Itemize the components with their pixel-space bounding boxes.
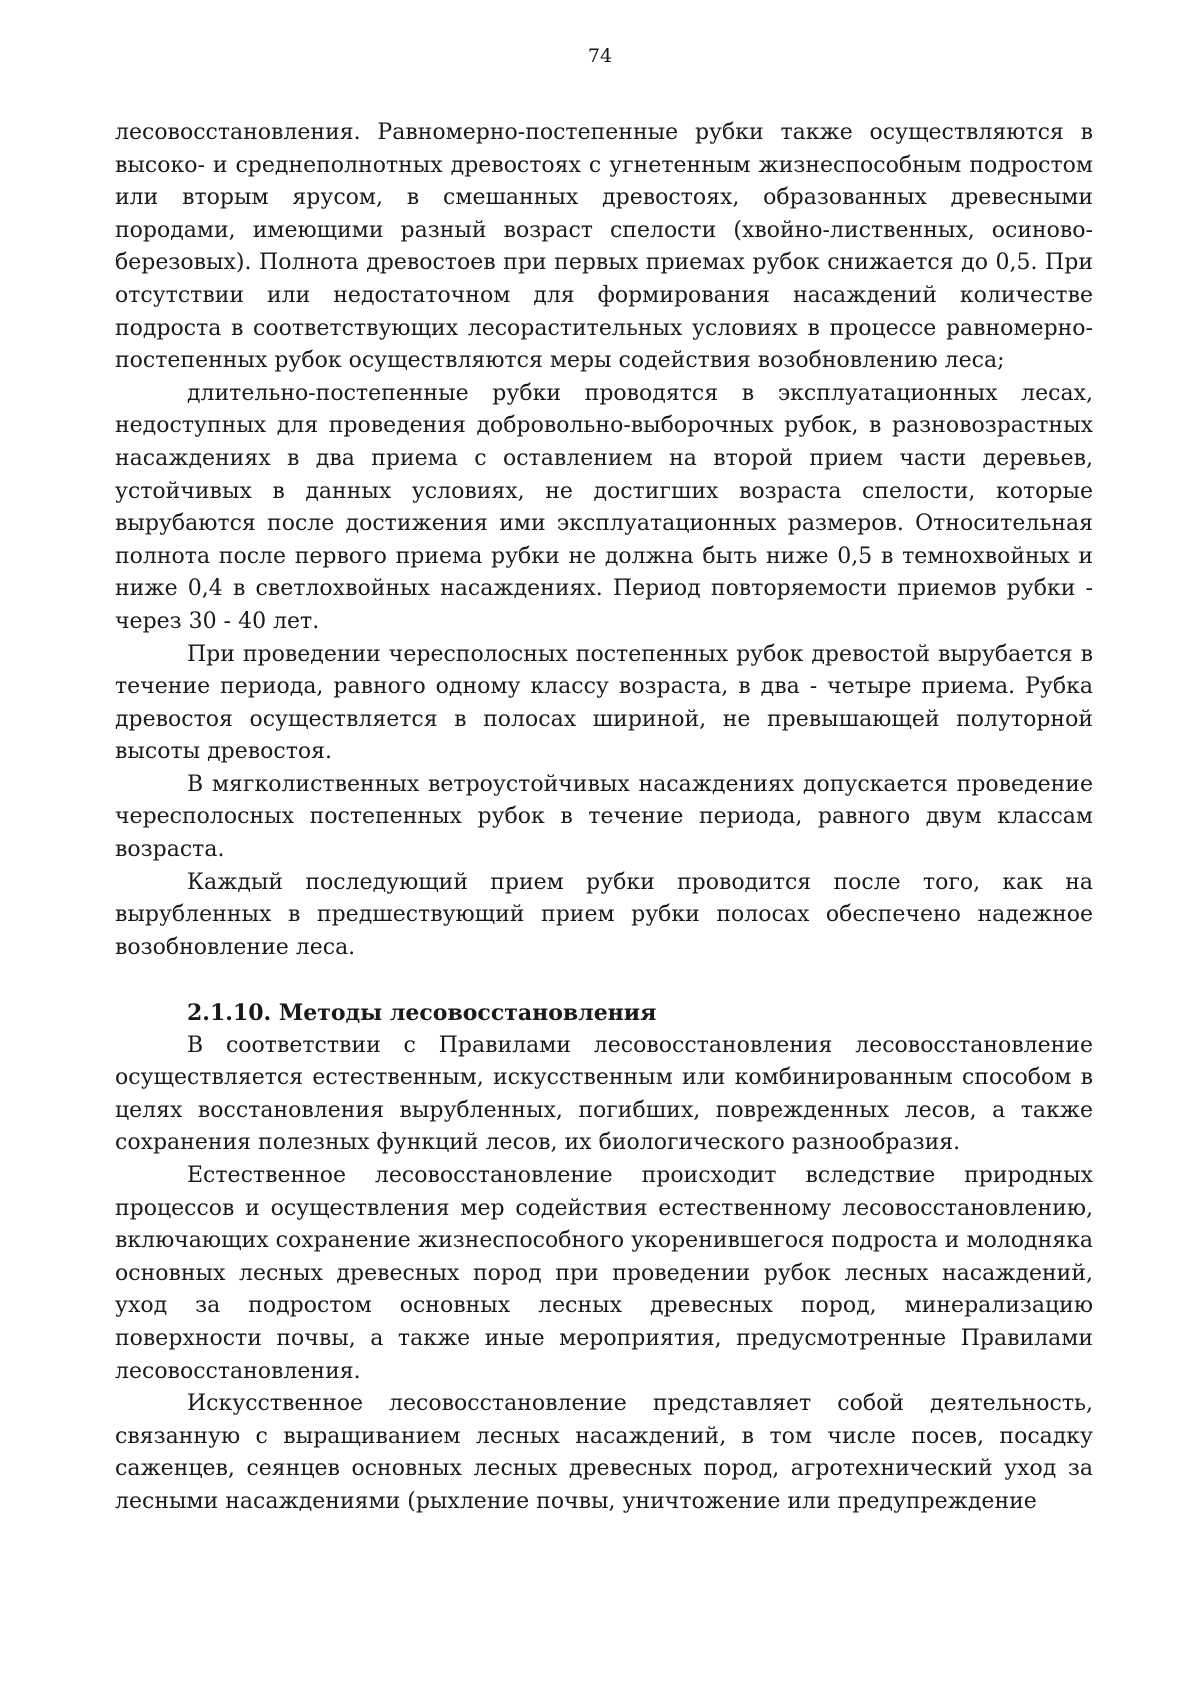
paragraph-continuation: лесовосстановления. Равномерно-постепенные рубки также осуществляются в высоко- и среднеполнотных древостоях с угнетенным жизнеспособным подростом или вторым ярусом, в смешанных древостоях, образованных древесными породами, имеющими разный возраст спелости (хвойно-лиственных, осиново-березовых). Полнота древостоев при первых приемах рубок снижается до 0,5. При отсутствии или недостаточном для формирования насаждений количестве подроста в соответствующих лесорастительных условиях в процессе равномерно-постепенных рубок осуществляются меры содействия возобновлению леса; bbox=[115, 120, 1093, 374]
page-number: 74 bbox=[587, 45, 613, 67]
section-heading: 2.1.10. Методы лесовосстановления bbox=[187, 1000, 657, 1027]
paragraph-artificial-reforestation: Искусственное лесовосстановление представляет собой деятельность, связанную с выращиванием лесных насаждений, в том числе посев, посадку саженцев, сеянцев основных лесных древесных пород, агротехнический уход за лесными насаждениями (рыхление почвы, уничтожение или предупреждение bbox=[115, 1391, 1093, 1514]
paragraph-subsequent-cutting: Каждый последующий прием рубки проводится после того, как на вырубленных в предшествующий прием рубки полосах обеспечено надежное возобновление леса. bbox=[115, 869, 1093, 960]
paragraph-strip-cuttings: При проведении чересполосных постепенных рубок древостой вырубается в течение периода, равного одному классу возраста, в два - четыре приема. Рубка древостоя осуществляется в полосах шириной, не превышающей полуторной высоты древостоя. bbox=[115, 641, 1093, 765]
paragraph-reforestation-rules: В соответствии с Правилами лесовосстановления лесовосстановление осуществляется естественным, искусственным или комбинированным способом в целях восстановления вырубленных, погибших, поврежденных лесов, а также сохранения полезных функций лесов, их биологического разнообразия. bbox=[115, 1032, 1093, 1156]
paragraph-long-term-cuttings: длительно-постепенные рубки проводятся в эксплуатационных лесах, недоступных для проведения добровольно-выборочных рубок, в разновозрастных насаждениях в два приема с оставлением на второй прием части деревьев, устойчивых в данных условиях, не достигших возраста спелости, которые вырубаются после достижения ими эксплуатационных размеров. Относительная полнота после первого приема рубки не должна быть ниже 0,5 в темнохвойных и ниже 0,4 в светлохвойных насаждениях. Период повторяемости приемов рубки - через 30 - 40 лет. bbox=[115, 380, 1093, 634]
paragraph-softwood-stands: В мягколиственных ветроустойчивых насаждениях допускается проведение чересполосных постепенных рубок в течение периода, равного двум классам возраста. bbox=[115, 771, 1093, 863]
page-body bbox=[115, 117, 1093, 1519]
paragraph-natural-reforestation: Естественное лесовосстановление происходит вследствие природных процессов и осуществления мер содействия естественному лесовосстановлению, включающих сохранение жизнеспособного укоренившегося подроста и молодняка основных лесных древесных пород при проведении рубок лесных насаждений, уход за подростом основных лесных древесных пород, минерализацию поверхности почвы, а также иные мероприятия, предусмотренные Правилами лесовосстановления. bbox=[115, 1163, 1093, 1384]
